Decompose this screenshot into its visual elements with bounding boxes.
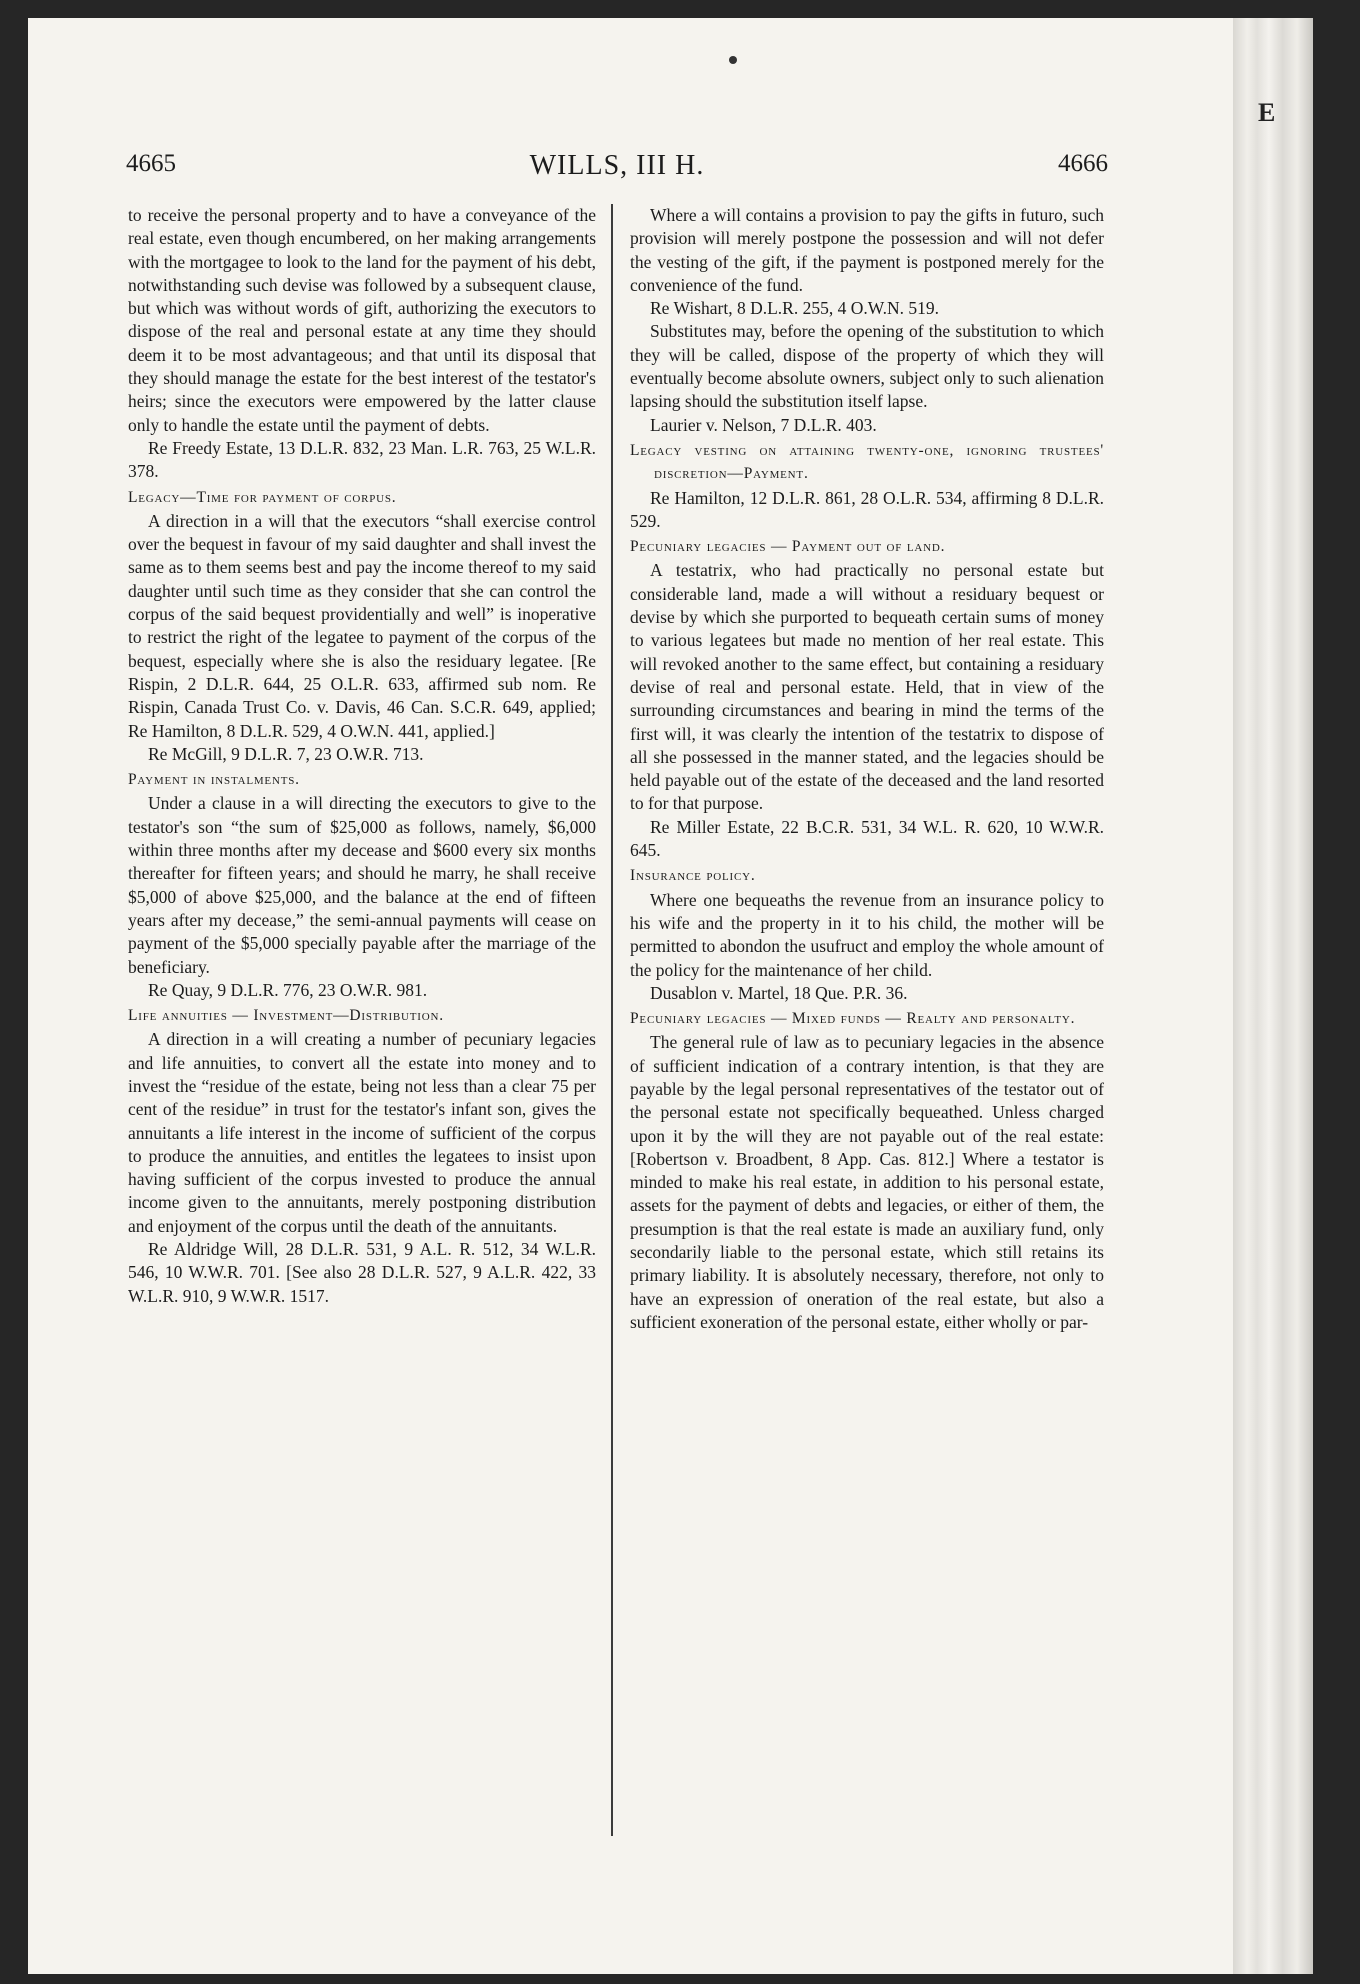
paragraph: Where a will contains a provision to pay the gifts in futuro, such provision will merely postpone the possession and will not defer the vesting of the gift, if the payment is postponed merely for the convenience of the fund. [630, 205, 1104, 295]
page-number-left: 4665 [126, 150, 176, 177]
section-heading: Payment in instalments. [128, 771, 300, 789]
section-heading: Pecuniary legacies — Mixed funds — Realty and personalty. [630, 1010, 1076, 1028]
case-citation: Re Aldridge Will, 28 D.L.R. 531, 9 A.L. R. 512, 34 W.L.R. 546, 10 W.W.R. 701. [See also 28 D.L.R. 527, 9 A.L.R. 422, 33 W.L.R. 910, 9 W.W.R. 1517. [128, 1239, 596, 1306]
paragraph: A testatrix, who had practically no personal estate but considerable land, made a will without a residuary bequest or devise by which she purported to bequeath certain sums of money to various legatees but made no mention of her real estate. This will revoked another to the same effect, but containing a residuary devise of real and personal estate. Held, that in view of the surrounding circumstances and bearing in mind the terms of the first will, it was clearly the intention of the testatrix to dispose of all she possessed in the manner stated, and the legacies should be held payable out of the estate of the deceased and the land resorted to for that purpose. [630, 560, 1104, 814]
case-citation: Re Wishart, 8 D.L.R. 255, 4 O.W.N. 519. [650, 298, 940, 319]
section-heading: Life annuities — Investment—Distribution. [128, 1007, 444, 1025]
paragraph: A direction in a will creating a number of pecuniary legacies and life annuities, to convert all the estate into money and to invest the “residue of the estate, being not less than a clear 75 per cent of the residue” in trust for the testator's infant son, gives the annuitants a life interest in the income of sufficient of the corpus to produce the annuities, and entitles the legatees to insist upon having sufficient of the corpus invested to produce the annual income given to the annuitants, merely postponing distribution and enjoyment of the corpus until the death of the annuitants. [128, 1029, 596, 1236]
right-column [630, 204, 1104, 1334]
ink-dot [729, 56, 737, 64]
running-title: WILLS, III H. [529, 150, 705, 181]
section-heading: Legacy vesting on attaining twenty-one, ignoring trustees' discretion—Payment. [630, 441, 1104, 483]
case-citation: Re Hamilton, 12 D.L.R. 861, 28 O.L.R. 534, affirming 8 D.L.R. 529. [630, 487, 1104, 531]
page-number-right: 4666 [1058, 150, 1108, 177]
section-heading: Pecuniary legacies — Payment out of land. [630, 538, 946, 556]
paragraph: The general rule of law as to pecuniary legacies in the absence of sufficient indication of a contrary intention, is that they are payable by the legal personal representatives of the testator out of the personal estate not specifically bequeathed. Unless charged upon it by the will they are not payable out of the real estate: [Robertson v. Broadbent, 8 App. Cas. 812.] Where a testator is minded to make his real estate, in addition to his personal estate, assets for the payment of debts and legacies, or either of them, the presumption is that the real estate is made an auxiliary fund, only secondarily liable to the personal estate, which still retains its primary liability. It is absolutely necessary, therefore, not only to have an expression of oneration of the real estate, but also a sufficient exoneration of the personal estate, either wholly or par- [630, 1032, 1104, 1332]
page-edge [1233, 18, 1313, 1974]
case-citation: Re Quay, 9 D.L.R. 776, 23 O.W.R. 981. [148, 979, 428, 1000]
paragraph: Substitutes may, before the opening of the substitution to which they will be called, dispose of the property of which they will eventually become absolute owners, subject only to such alienation lapsing should the substitution itself lapse. [630, 321, 1104, 412]
paragraph: Under a clause in a will directing the executors to give to the testator's son “the sum of $25,000 as follows, namely, $6,000 within three months after my decease and $600 every six months thereafter for fifteen years; and should he marry, he shall receive $5,000 of above $25,000, and the balance at the end of fifteen years after my decease,” the semi-annual payments will cease on payment of the $5,000 specially payable after the marriage of the beneficiary. [128, 793, 596, 977]
column-divider [611, 204, 613, 1836]
case-citation: Laurier v. Nelson, 7 D.L.R. 403. [650, 414, 877, 435]
paragraph: A direction in a will that the executors “shall exercise control over the bequest in favour of my said daughter and shall invest the same as to them seems best and pay the income thereof to my said daughter until such time as they consider that she can control the corpus of the said bequest providentially and well” is inoperative to restrict the right of the legatee to payment of the corpus of the bequest, especially where she is also the residuary legatee. [Re Rispin, 2 D.L.R. 644, 25 O.L.R. 633, affirmed sub nom. Re Rispin, Canada Trust Co. v. Davis, 46 Can. S.C.R. 649, applied; Re Hamilton, 8 D.L.R. 529, 4 O.W.N. 441, applied.] [128, 510, 596, 741]
case-citation: Re Miller Estate, 22 B.C.R. 531, 34 W.L. R. 620, 10 W.W.R. 645. [630, 816, 1104, 861]
case-citation: Re Freedy Estate, 13 D.L.R. 832, 23 Man. L.R. 763, 25 W.L.R. 378. [128, 437, 596, 482]
paragraph: Where one bequeaths the revenue from an insurance policy to his wife and the property in it to his child, the mother will be permitted to abondon the usufruct and employ the whole amount of the policy for the maintenance of her child. [630, 889, 1104, 980]
left-column [128, 204, 596, 1308]
running-head [126, 150, 1108, 186]
paragraph: to receive the personal property and to have a conveyance of the real estate, even though encumbered, on her making arrangements with the mortgagee to look to the land for the payment of his debt, notwithstanding such devise was followed by a subsequent clause, but which was without words of gift, authorizing the executors to dispose of the real and personal estate at any time they should deem it to be most advantageous; and that until its disposal that they should manage the estate for the best interest of the testator's heirs; since the executors were empowered by the latter clause only to handle the estate until the payment of debts. [128, 205, 596, 435]
case-citation: Re McGill, 9 D.L.R. 7, 23 O.W.R. 713. [148, 743, 424, 764]
edge-letter: E [1258, 98, 1276, 127]
case-citation: Dusablon v. Martel, 18 Que. P.R. 36. [650, 982, 908, 1003]
section-heading: Legacy—Time for payment of corpus. [128, 488, 397, 506]
section-heading: Insurance policy. [630, 867, 756, 885]
